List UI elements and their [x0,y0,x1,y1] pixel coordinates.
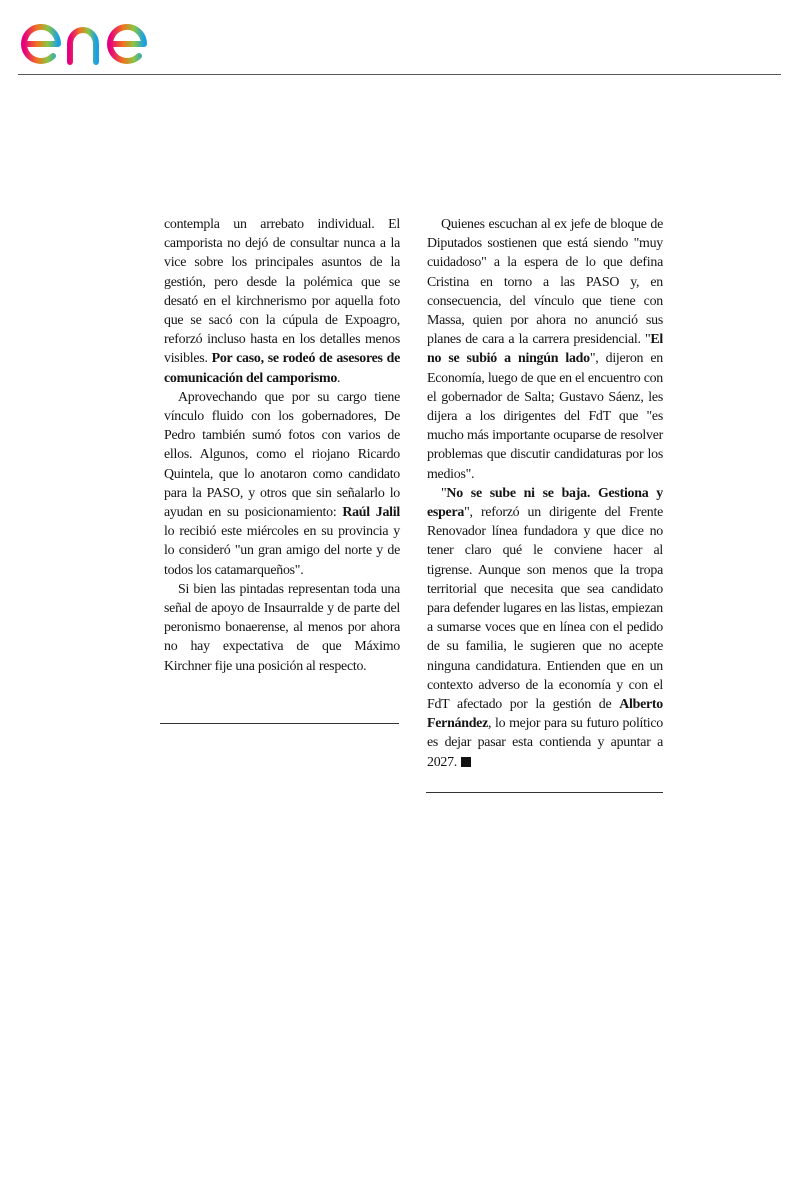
article-paragraph: Si bien las pintadas representan toda una señal de apoyo de Insaurralde y de parte del peronismo bonaerense, al menos por ahora no hay expectativa de que Máximo Kirchner fije una posición al respecto. [164,581,400,674]
article-column-right [427,215,663,772]
column-end-rule-right [426,792,663,793]
column-end-rule-left [160,723,399,724]
header-divider [18,74,781,75]
article-paragraph: contempla un arrebato individual. El camporista no dejó de consultar nunca a la vice sobre los principales asuntos de la gestión, pero desde la polémica que se desató en el kirchnerismo por aquella foto que se sacó con la cúpula de Expoagro, reforzó incluso hasta en los detalles menos visibles. Por caso, se rodeó de asesores de comunicación del camporismo. [164,217,401,386]
article-column-left [164,215,400,676]
article-paragraph: Aprovechando que por su cargo tiene vínculo fluido con los gobernadores, De Pedro también sumó fotos con varios de ellos. Algunos, como el riojano Ricardo Quintela, que lo anotaron como candidato para la PASO, y otros que sin señalarlo lo ayudan en su posicionamiento: Raúl Jalil lo recibió este miércoles en su provincia y lo consideró "un gran amigo del norte y de todos los catamarqueños". [164,389,400,578]
enel-logo [18,6,180,68]
article-end-mark-icon [461,757,471,767]
enel-logo-graphic [18,6,180,68]
article-paragraph: Quienes escuchan al ex jefe de bloque de Diputados sostienen que está siendo "muy cuidadoso" a la espera de lo que defina Cristina en torno a las PASO y, en consecuencia, del vínculo que tiene con Massa, quien por ahora no anunció sus planes de cara a la carrera presidencial. "El no se subió a ningún lado", dijeron en Economía, luego de que en el encuentro con el gobernador de Salta; Gustavo Sáenz, les dijera a los dirigentes del FdT que "es mucho más importante ocuparse de resolver problemas que discutir candidaturas por los medios". [427,217,663,482]
article-paragraph: "No se sube ni se baja. Gestiona y espera", reforzó un dirigente del Frente Renovador línea fundadora y que dice no tener claro qué le conviene hacer al tigrense. Aunque son menos que la tropa territorial que necesita que sea candidato para defender lugares en las listas, empiezan a sumarse voces que en línea con el pedido de su familia, le sugieren que no acepte ninguna candidatura. Entienden que en un contexto adverso de la economía y con el FdT afectado por la gestión de Alberto Fernández, lo mejor para su futuro político es dejar pasar esta contienda y apuntar a 2027. [427,485,663,770]
